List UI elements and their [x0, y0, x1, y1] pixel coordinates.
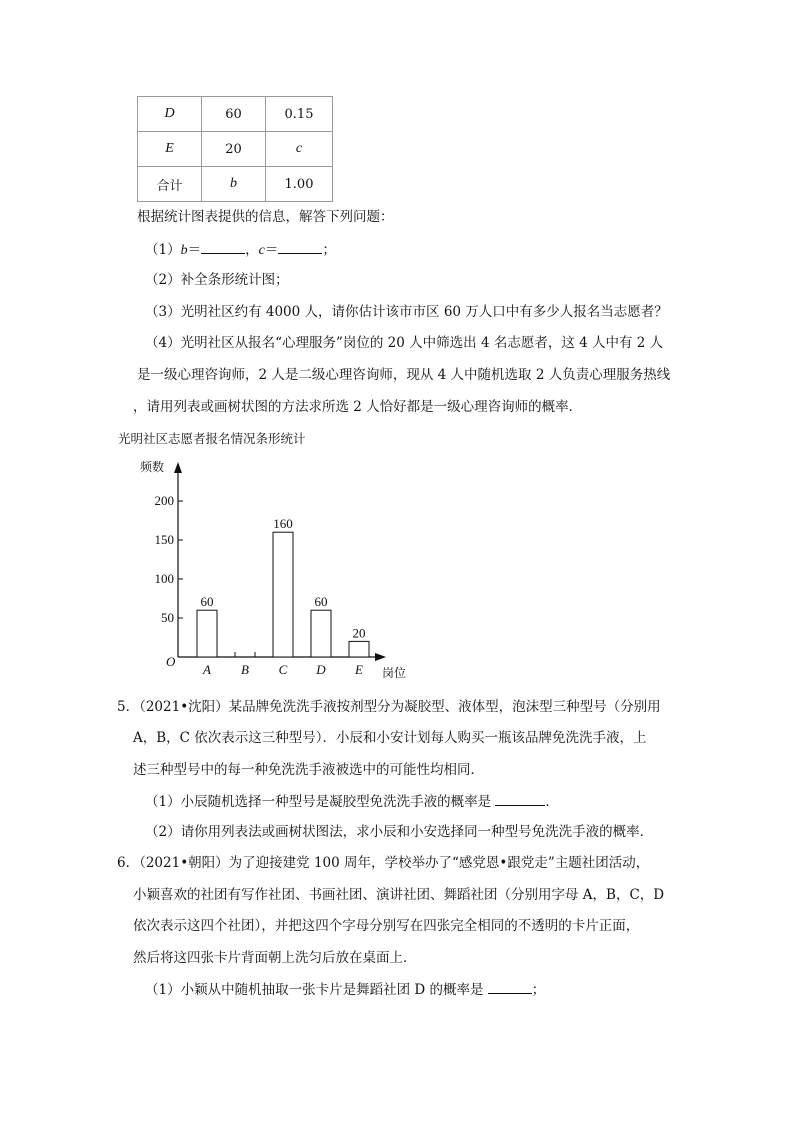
category-label: D	[316, 662, 326, 677]
table-cell-rate: 0.15	[266, 97, 333, 132]
var-c: c	[258, 243, 265, 258]
table-row	[138, 132, 333, 167]
data-label: 20	[352, 625, 366, 641]
period: ．	[545, 794, 559, 810]
x-axis-label: 岗位	[382, 666, 407, 680]
data-label: 60	[314, 594, 328, 610]
bar-C	[273, 532, 293, 657]
data-label: 60	[200, 594, 214, 610]
answer-blank[interactable]	[495, 791, 545, 806]
y-axis-label: 频数	[140, 460, 165, 474]
table-cell-label: 合计	[138, 167, 202, 202]
var-b: b	[180, 243, 188, 258]
bar-A	[197, 610, 217, 657]
y-axis-arrow-icon	[174, 462, 182, 473]
semicolon: ；	[531, 982, 546, 998]
y-tick-label: 200	[154, 493, 174, 508]
comma: ，	[245, 242, 259, 258]
q5-line2: A，B，C 依次表示这三种型号）．小辰和小安计划每人购买一瓶该品牌免洗洗手液，上	[133, 730, 647, 746]
category-label: C	[278, 662, 288, 677]
q6-line1: 6．（2021•朝阳）为了迎接建党 100 周年，学校举办了“感党恩•跟党走”主题社团活动，	[117, 855, 650, 871]
category-label: E	[355, 662, 363, 677]
y-tick-label: 50	[161, 610, 174, 625]
q5-line3: 述三种型号中的每一种免洗洗手液被选中的可能性均相同．	[133, 762, 484, 778]
q4-part1	[145, 239, 336, 261]
semicolon: ；	[322, 242, 336, 258]
equals-sign: ＝	[264, 242, 279, 258]
table-cell-freq: b	[202, 167, 266, 202]
y-ticks	[155, 493, 184, 625]
category-label: A	[203, 662, 211, 677]
q6-part1	[145, 979, 545, 1000]
q4-part1-prefix: （1）	[145, 242, 181, 258]
bar-D	[311, 610, 331, 657]
q6-line2: 小颖喜欢的社团有写作社团、书画社团、演讲社团、舞蹈社团（分别用字母 A，B，C，D	[133, 887, 665, 903]
q4-part2: （2）补全条形统计图；	[145, 272, 289, 288]
bar-E	[349, 641, 369, 657]
x-axis-arrow-icon	[375, 653, 386, 661]
table-cell-rate: 1.00	[266, 167, 333, 202]
chart-title: 光明社区志愿者报名情况条形统计	[118, 431, 306, 446]
frequency-table	[137, 96, 333, 202]
q5-part1	[145, 791, 559, 812]
q4-intro: 根据统计图表提供的信息，解答下列问题：	[137, 209, 394, 225]
table-row	[138, 167, 333, 202]
table-cell-freq: 20	[202, 132, 266, 167]
y-tick-label: 100	[154, 571, 174, 586]
q5-part1-text: （1）小辰随机选择一种型号是凝胶型免洗洗手液的概率是	[145, 794, 492, 810]
table-row	[138, 97, 333, 132]
q5-line1: 5．（2021•沈阳）某品牌免洗洗手液按剂型分为凝胶型、液体型，泡沫型三种型号（分别用	[117, 699, 661, 715]
q6-line3: 依次表示这四个社团），并把这四个字母分别写在四张完全相同的不透明的卡片正面，	[133, 918, 640, 934]
origin-label: O	[166, 654, 176, 669]
q6-part1-text: （1）小颖从中随机抽取一张卡片是舞蹈社团 D 的概率是	[145, 982, 484, 998]
y-tick-label: 150	[154, 532, 174, 547]
q4-part4-line3: ，请用列表或画树状图的方法求所选 2 人恰好都是一级心理咨询师的概率．	[133, 399, 583, 415]
q6-line4: 然后将这四张卡片背面朝上洗匀后放在桌面上．	[133, 950, 417, 966]
answer-blank-b[interactable]	[201, 239, 245, 254]
equals-sign: ＝	[187, 242, 202, 258]
q4-part4-line2: 是一级心理咨询师，2 人是二级心理咨询师，现从 4 人中随机选取 2 人负责心理服务热线	[137, 367, 671, 383]
bar-chart	[120, 448, 420, 688]
q4-part3: （3）光明社区约有 4000 人，请你估计该市市区 60 万人口中有多少人报名当志愿者？	[145, 304, 668, 320]
q5-part2: （2）请你用列表法或画树状图法，求小辰和小安选择同一种型号免洗洗手液的概率．	[145, 824, 654, 840]
table-cell-label: E	[138, 132, 202, 167]
table-cell-rate: c	[266, 132, 333, 167]
answer-blank-c[interactable]	[278, 239, 322, 254]
bars	[197, 516, 369, 677]
table-cell-label: D	[138, 97, 202, 132]
answer-blank[interactable]	[488, 979, 532, 994]
category-label: B	[241, 662, 249, 677]
table-cell-freq: 60	[202, 97, 266, 132]
q4-part4-line1: （4）光明社区从报名“心理服务”岗位的 20 人中筛选出 4 名志愿者，这 4 人中有 2 人	[145, 335, 664, 351]
data-label: 160	[273, 516, 293, 532]
